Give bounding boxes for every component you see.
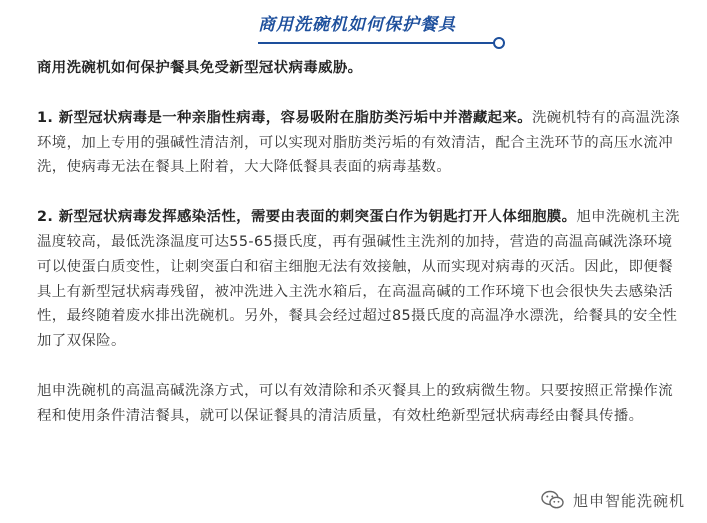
watermark-text: 旭申智能洗碗机 [572, 491, 685, 510]
section-1-lead: 1. 新型冠状病毒是一种亲脂性病毒，容易吸附在脂肪类污垢中并潜藏起来。 [37, 109, 532, 126]
article-title-block [258, 10, 508, 50]
title-dot-icon [493, 37, 505, 49]
page-title: 商用洗碗机如何保护餐具 [258, 15, 456, 35]
section-2-paragraph [37, 205, 687, 354]
wechat-icon [541, 490, 565, 510]
section-2-lead: 2. 新型冠状病毒发挥感染活性，需要由表面的刺突蛋白作为钥匙打开人体细胞膜。 [37, 209, 577, 226]
title-underline [258, 42, 494, 44]
watermark [541, 487, 685, 513]
section-1-body: 洗碗机特有的高温洗涤环境，加上专用的强碱性清洁剂，可以实现对脂肪类污垢的有效清洁，配合主洗环节的高压水流冲洗，使病毒无法在餐具上附着，大大降低餐具表面的病毒基数。 [37, 109, 680, 176]
intro-paragraph: 商用洗碗机如何保护餐具免受新型冠状病毒威胁。 [37, 60, 363, 76]
section-1-paragraph [37, 106, 687, 180]
article-body [37, 56, 687, 429]
conclusion-paragraph: 旭申洗碗机的高温高碱洗涤方式，可以有效清除和杀灭餐具上的致病微生物。只要按照正常操作流程和使用条件清洁餐具，就可以保证餐具的清洁质量，有效杜绝新型冠状病毒经由餐具传播。 [37, 382, 673, 424]
section-2-body: 旭申洗碗机主洗温度较高，最低洗涤温度可达55-65摄氏度，再有强碱性主洗剂的加持，营造的高温高碱洗涤环境可以使蛋白质变性，让刺突蛋白和宿主细胞无法有效接触，从而实现对病毒的灭活。因此，即便餐具上有新型冠状病毒残留，被冲洗进入主洗水箱后，在高温高碱的工作环境下也会很快失去感染活性，最终随着废水排出洗碗机。另外，餐具会经过超过85摄氏度的高温净水漂洗，给餐具的安全性加了双保险。 [37, 209, 680, 350]
